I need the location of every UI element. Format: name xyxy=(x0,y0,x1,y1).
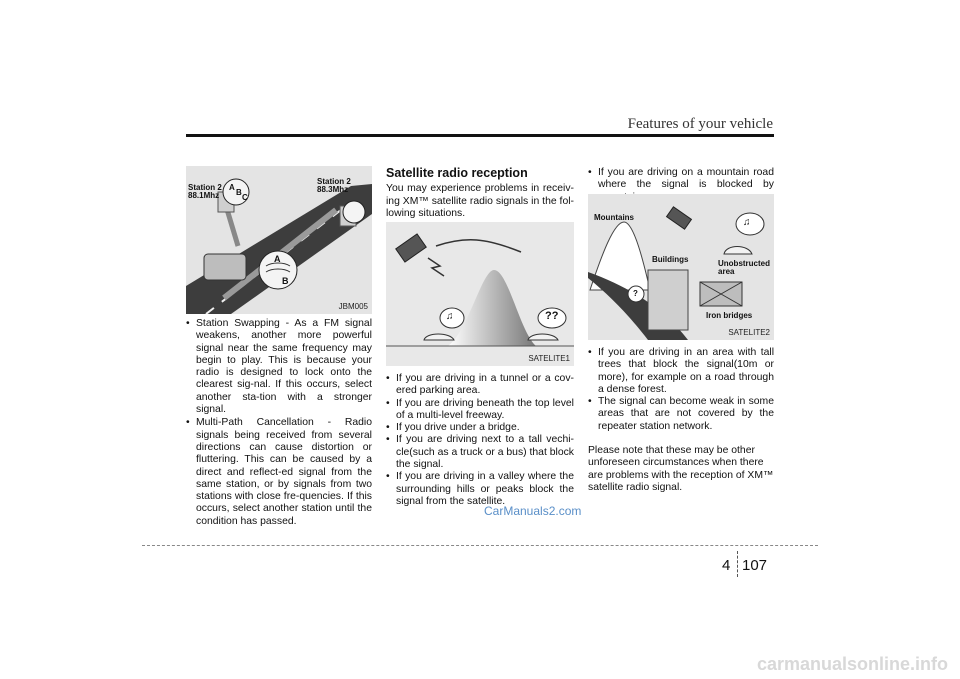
watermark-link[interactable]: CarManuals2.com xyxy=(484,504,582,518)
label-unobstructed: Unobstructed xyxy=(718,259,770,268)
bullet-freeway: • If you are driving beneath the top level of a multi-level freeway. xyxy=(386,398,574,423)
left-column xyxy=(186,318,372,528)
signal-letter-c-top: C xyxy=(242,193,248,202)
header-rule xyxy=(186,134,774,137)
note-icon-left: ♫ xyxy=(446,311,454,322)
label-iron-bridges: Iron bridges xyxy=(706,311,753,320)
figure-satelite2 xyxy=(588,194,774,340)
note-icon-right: ♫ xyxy=(743,217,751,228)
signal-letter-a-bottom: A xyxy=(274,254,281,264)
intro-paragraph: You may experience problems in receiv-ing XM™ satellite radio signals in the fol-lowing situations. xyxy=(386,183,574,219)
bullet-tall-vehicle: • If you are driving next to a tall vechi-cle(such as a truck or a bus) that block the signal. xyxy=(386,434,574,471)
middle-column xyxy=(386,167,574,226)
figure-caption-jbm005: JBM005 xyxy=(338,302,368,311)
bullet-tunnel: • If you are driving in a tunnel or a cov-ered parking area. xyxy=(386,373,574,398)
section-header-title: Features of your vehicle xyxy=(627,116,773,132)
middle-column-bullets xyxy=(386,373,574,508)
page-number: 107 xyxy=(742,557,768,574)
signal-letter-a-top: A xyxy=(229,183,235,192)
closing-note: Please note that these may be other unforeseen circumstances when there are problems with the reception of XM™ satellite radio signal. xyxy=(588,445,774,493)
question-marks: ?? xyxy=(545,310,559,322)
label-buildings: Buildings xyxy=(652,255,689,264)
station-left-name: Station 2 xyxy=(188,183,222,192)
bullet-mountain-road: • If you are driving on a mountain road where the signal is blocked by xyxy=(588,167,774,204)
page-number-divider xyxy=(737,551,738,577)
bullet-weak-signal: • The signal can become weak in some areas that are not covered by the repeater station network. xyxy=(588,396,774,433)
bullet-station-swapping: • Station Swapping - As a FM signal weakens, another more powerful signal near the same frequency may begin to play. This is because your radio is designed to lock onto the clearest sig-nal. If this occurs, select another sta-tion with a stronger signal. xyxy=(186,318,372,416)
station-left-freq: 88.1Mhz xyxy=(188,191,220,200)
figure-caption-satelite1: SATELITE1 xyxy=(528,354,570,363)
bullet-bridge: • If you drive under a bridge. xyxy=(386,422,574,434)
question-mark: ? xyxy=(633,289,638,298)
signal-letter-b-top: B xyxy=(236,188,242,197)
site-watermark: carmanualsonline.info xyxy=(756,654,948,674)
label-mountains: Mountains xyxy=(594,213,634,222)
right-column-bottom xyxy=(588,347,774,500)
station-right-name: Station 2 xyxy=(317,177,351,186)
bullet-tall-trees: • If you are driving in an area with tall trees that block the signal(10m or more), for example on a road through a dense forest. xyxy=(588,347,774,396)
chapter-number: 4 xyxy=(722,557,731,574)
section-heading: Satellite radio reception xyxy=(386,166,528,180)
figure-jbm005 xyxy=(186,166,372,314)
figure-satelite1 xyxy=(386,222,574,366)
label-area: area xyxy=(718,267,735,276)
signal-letter-b-bottom: B xyxy=(282,276,289,286)
figure-caption-satelite2: SATELITE2 xyxy=(728,328,770,337)
bullet-multipath-cancellation: • Multi-Path Cancellation - Radio signals being received from several directions can cause distortion or fluttering. This can be caused by a direct and reflect-ed signal from the same station, or by signals from two stations with close fre-quencies. If this occurs, select another station until the condition has passed. xyxy=(186,417,372,528)
bullet-valley: • If you are driving in a valley where the surrounding hills or peaks block the signal from the satellite. xyxy=(386,471,574,508)
station-right-freq: 88.3Mhz xyxy=(317,185,349,194)
valley-illustration xyxy=(386,222,574,366)
footer-rule xyxy=(142,545,818,546)
